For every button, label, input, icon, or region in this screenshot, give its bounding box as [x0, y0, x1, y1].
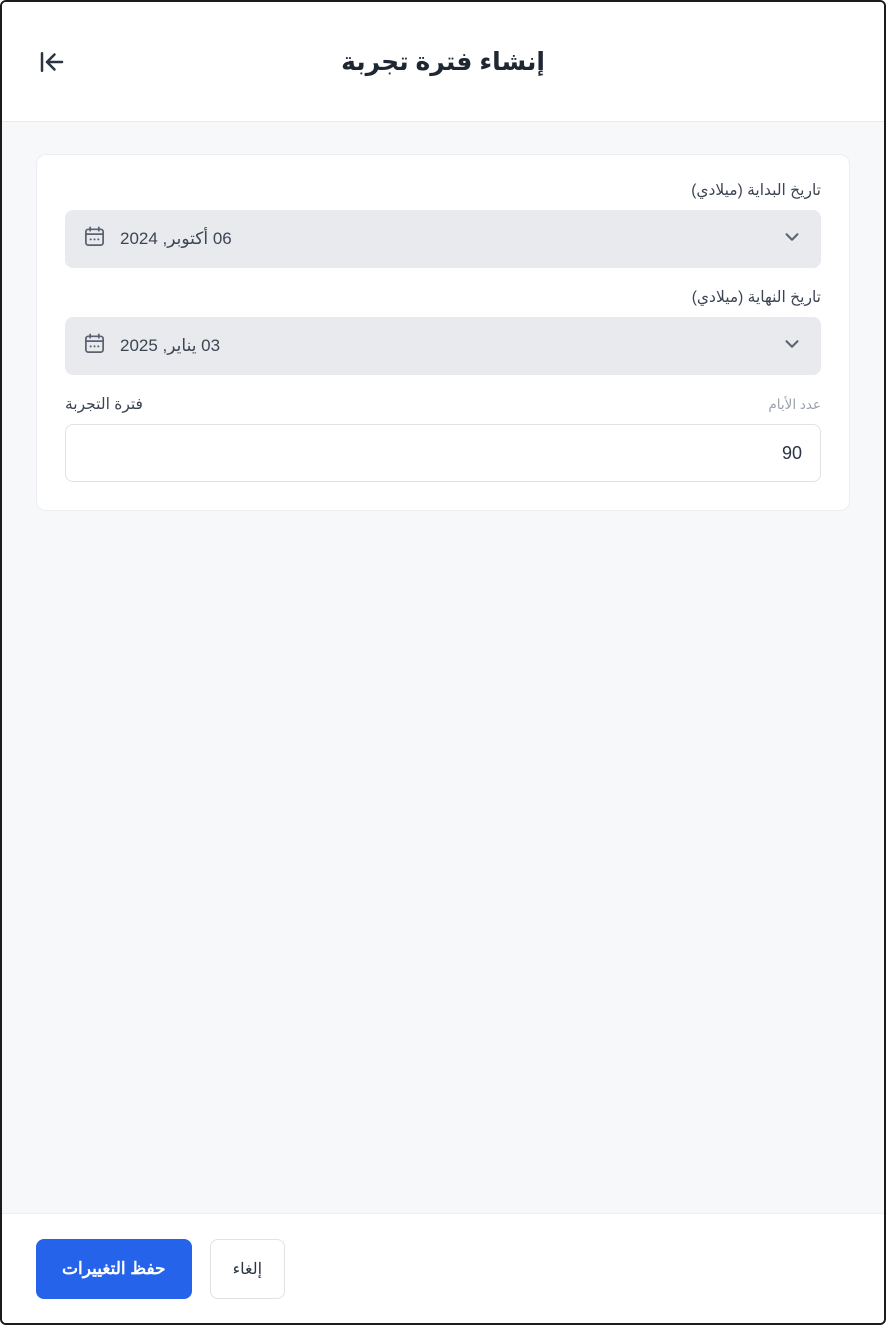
start-date-value: 06 أكتوبر, 2024 [120, 229, 232, 248]
back-button[interactable] [30, 40, 74, 84]
footer-actions [2, 1213, 884, 1323]
end-date-chevron [781, 333, 803, 360]
chevron-down-icon [781, 226, 803, 253]
start-date-select[interactable] [65, 210, 821, 268]
start-date-label: تاريخ البداية (ميلادي) [691, 182, 821, 199]
duration-input[interactable] [65, 424, 821, 482]
end-date-label: تاريخ النهاية (ميلادي) [691, 289, 821, 306]
page-body [2, 122, 884, 1213]
duration-label: فترة التجربة [65, 396, 143, 413]
end-date-value: 03 يناير, 2025 [120, 336, 221, 355]
cancel-button[interactable]: إلغاء [210, 1239, 285, 1299]
page-title: إنشاء فترة تجربة [341, 47, 545, 76]
duration-sub-label: عدد الأيام [768, 397, 821, 412]
end-date-select[interactable] [65, 317, 821, 375]
start-date-chevron [781, 226, 803, 253]
save-button[interactable]: حفظ التغييرات [36, 1239, 192, 1299]
calendar-icon [83, 225, 106, 253]
duration-label-row [65, 395, 821, 414]
chevron-down-icon [781, 333, 803, 360]
calendar-icon [83, 332, 106, 360]
page-header [2, 2, 884, 122]
back-arrow-to-line-icon [37, 47, 67, 77]
trial-period-form-card [36, 154, 850, 511]
